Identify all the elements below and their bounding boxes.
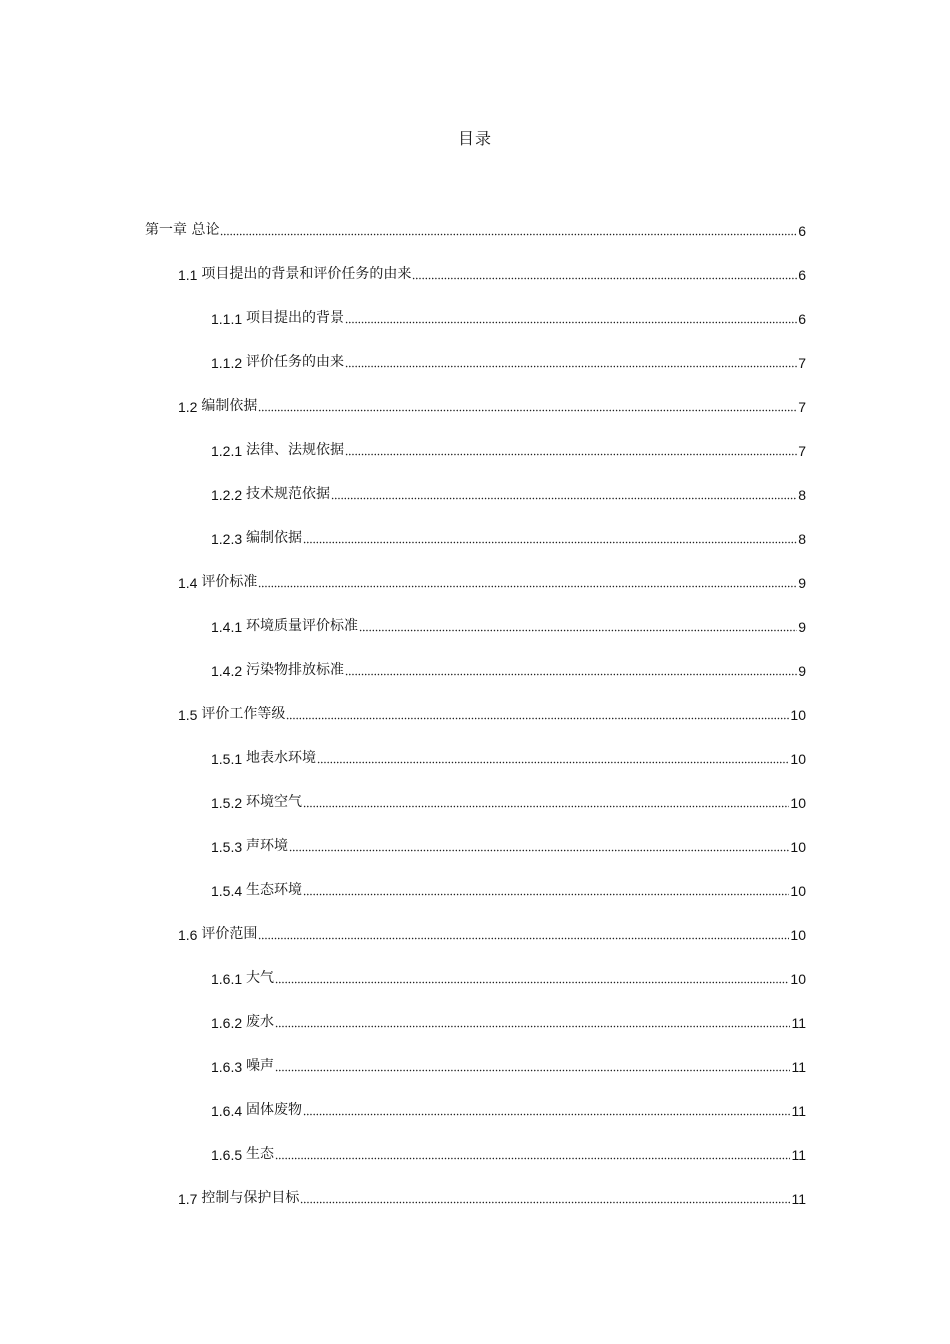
toc-entry-label: 环境质量评价标准 [246, 618, 359, 634]
toc-entry-row [211, 835, 806, 855]
table-of-contents [0, 208, 950, 1220]
toc-entry-label: 污染物排放标准 [246, 662, 345, 678]
toc-entry-row [211, 659, 806, 679]
dot-leader [220, 222, 797, 236]
toc-entry-number: 1.7 [178, 1191, 202, 1207]
toc-entry-label: 项目提出的背景 [246, 310, 345, 326]
toc-entry-row [178, 923, 806, 943]
dot-leader [289, 838, 789, 852]
toc-entry[interactable] [0, 912, 950, 956]
dot-leader [303, 794, 789, 808]
toc-entry-label: 评价标准 [201, 574, 258, 590]
dot-leader [345, 662, 797, 676]
dot-leader [286, 706, 789, 720]
toc-entry-label: 环境空气 [246, 794, 303, 810]
toc-entry[interactable] [0, 516, 950, 560]
toc-entry[interactable] [0, 252, 950, 296]
dot-leader [275, 1014, 790, 1028]
toc-entry-number: 1.6.3 [211, 1059, 247, 1075]
toc-entry-row [178, 263, 806, 283]
toc-title: 目录 [457, 129, 492, 148]
toc-entry-label: 生态 [246, 1146, 275, 1162]
toc-entry-number: 1.5.3 [211, 839, 247, 855]
toc-entry-row [211, 879, 806, 899]
dot-leader [303, 882, 789, 896]
dot-leader [275, 1146, 790, 1160]
toc-entry[interactable] [0, 604, 950, 648]
toc-entry-row [178, 703, 806, 723]
toc-entry-page-number: 10 [790, 795, 806, 811]
toc-entry-label: 评价工作等级 [201, 706, 286, 722]
toc-entry-number: 1.5 [178, 707, 202, 723]
toc-entry-row [211, 1055, 806, 1075]
dot-leader [317, 750, 789, 764]
dot-leader [258, 574, 797, 588]
toc-entry[interactable] [0, 1088, 950, 1132]
toc-entry[interactable] [0, 1044, 950, 1088]
toc-entry-label: 评价范围 [201, 926, 258, 942]
toc-entry-page-number: 11 [791, 1103, 806, 1119]
toc-entry[interactable] [0, 648, 950, 692]
toc-entry[interactable] [0, 1176, 950, 1220]
toc-entry[interactable] [0, 736, 950, 780]
toc-entry-row [178, 571, 806, 591]
toc-entry-page-number: 11 [791, 1015, 806, 1031]
toc-entry-number: 1.6.4 [211, 1103, 247, 1119]
toc-entry[interactable] [0, 956, 950, 1000]
toc-entry-number: 1.4.2 [211, 663, 247, 679]
toc-entry-page-number: 11 [791, 1191, 806, 1207]
toc-entry-page-number: 10 [790, 707, 806, 723]
toc-entry-row [211, 307, 806, 327]
toc-entry[interactable] [0, 1000, 950, 1044]
toc-entry-number: 1.6.2 [211, 1015, 247, 1031]
dot-leader [275, 970, 789, 984]
toc-entry-label: 地表水环境 [246, 750, 317, 766]
toc-entry-number: 1.4.1 [211, 619, 247, 635]
dot-leader [345, 310, 797, 324]
toc-entry-label: 编制依据 [201, 398, 258, 414]
toc-entry-row [178, 1187, 806, 1207]
dot-leader [345, 354, 797, 368]
toc-entry-row [211, 791, 806, 811]
toc-entry-page-number: 10 [790, 927, 806, 943]
toc-entry-label: 第一章 总论 [145, 222, 220, 238]
toc-entry-page-number: 6 [798, 267, 806, 283]
toc-entry-number: 1.6.5 [211, 1147, 247, 1163]
toc-entry-number: 1.4 [178, 575, 202, 591]
toc-entry-page-number: 7 [798, 355, 806, 371]
toc-entry-row [211, 1099, 806, 1119]
toc-entry-label: 评价任务的由来 [246, 354, 345, 370]
toc-entry-number: 1.6.1 [211, 971, 247, 987]
toc-entry[interactable] [0, 868, 950, 912]
toc-entry-label: 编制依据 [246, 530, 303, 546]
toc-entry-number: 1.6 [178, 927, 202, 943]
toc-entry-page-number: 9 [798, 663, 806, 679]
toc-entry-number: 1.2.1 [211, 443, 247, 459]
toc-entry-page-number: 7 [798, 399, 806, 415]
toc-entry-number: 1.2 [178, 399, 202, 415]
toc-entry-number: 1.2.2 [211, 487, 247, 503]
toc-entry-label: 法律、法规依据 [246, 442, 345, 458]
toc-entry-number: 1.1.1 [211, 311, 247, 327]
toc-entry-row [211, 615, 806, 635]
toc-entry-number: 1.1 [178, 267, 202, 283]
toc-entry-row [211, 1011, 806, 1031]
toc-entry-page-number: 9 [798, 619, 806, 635]
toc-entry-page-number: 6 [798, 223, 806, 239]
toc-entry-label: 大气 [246, 970, 275, 986]
toc-entry-number: 1.5.2 [211, 795, 247, 811]
dot-leader [345, 442, 797, 456]
toc-entry-label: 废水 [246, 1014, 275, 1030]
toc-entry-label: 控制与保护目标 [201, 1190, 300, 1206]
dot-leader [331, 486, 797, 500]
toc-entry-page-number: 8 [798, 531, 806, 547]
toc-entry[interactable] [0, 208, 950, 252]
dot-leader [303, 530, 797, 544]
toc-entry[interactable] [0, 340, 950, 384]
toc-entry-label: 噪声 [246, 1058, 275, 1074]
toc-entry-page-number: 8 [798, 487, 806, 503]
dot-leader [359, 618, 797, 632]
toc-entry-page-number: 10 [790, 883, 806, 899]
toc-entry-row [211, 351, 806, 371]
toc-entry-number: 1.2.3 [211, 531, 247, 547]
toc-entry[interactable] [0, 824, 950, 868]
toc-entry-label: 固体废物 [246, 1102, 303, 1118]
toc-entry-row [178, 395, 806, 415]
dot-leader [300, 1190, 790, 1204]
toc-entry-label: 项目提出的背景和评价任务的由来 [201, 266, 412, 282]
toc-entry-label: 声环境 [246, 838, 289, 854]
dot-leader [412, 266, 797, 280]
toc-entry-page-number: 10 [790, 751, 806, 767]
toc-entry-page-number: 11 [791, 1147, 806, 1163]
toc-entry[interactable] [0, 472, 950, 516]
toc-entry-page-number: 10 [790, 971, 806, 987]
toc-entry[interactable] [0, 1132, 950, 1176]
toc-entry-number: 1.5.1 [211, 751, 247, 767]
toc-entry-row [211, 747, 806, 767]
toc-entry-number: 1.1.2 [211, 355, 247, 371]
toc-entry[interactable] [0, 560, 950, 604]
toc-entry[interactable] [0, 296, 950, 340]
dot-leader [258, 398, 797, 412]
dot-leader [303, 1102, 790, 1116]
dot-leader [258, 926, 789, 940]
toc-entry-page-number: 9 [798, 575, 806, 591]
toc-entry-row [211, 1143, 806, 1163]
toc-entry-row [211, 439, 806, 459]
toc-entry[interactable] [0, 428, 950, 472]
toc-entry-page-number: 7 [798, 443, 806, 459]
toc-entry-row [211, 967, 806, 987]
toc-entry[interactable] [0, 780, 950, 824]
toc-entry-row [211, 527, 806, 547]
toc-entry[interactable] [0, 692, 950, 736]
toc-entry-page-number: 11 [791, 1059, 806, 1075]
toc-entry[interactable] [0, 384, 950, 428]
toc-entry-page-number: 6 [798, 311, 806, 327]
toc-entry-row [211, 483, 806, 503]
toc-entry-label: 技术规范依据 [246, 486, 331, 502]
toc-entry-number: 1.5.4 [211, 883, 247, 899]
toc-entry-row [145, 219, 806, 239]
dot-leader [275, 1058, 790, 1072]
toc-entry-label: 生态环境 [246, 882, 303, 898]
toc-entry-page-number: 10 [790, 839, 806, 855]
